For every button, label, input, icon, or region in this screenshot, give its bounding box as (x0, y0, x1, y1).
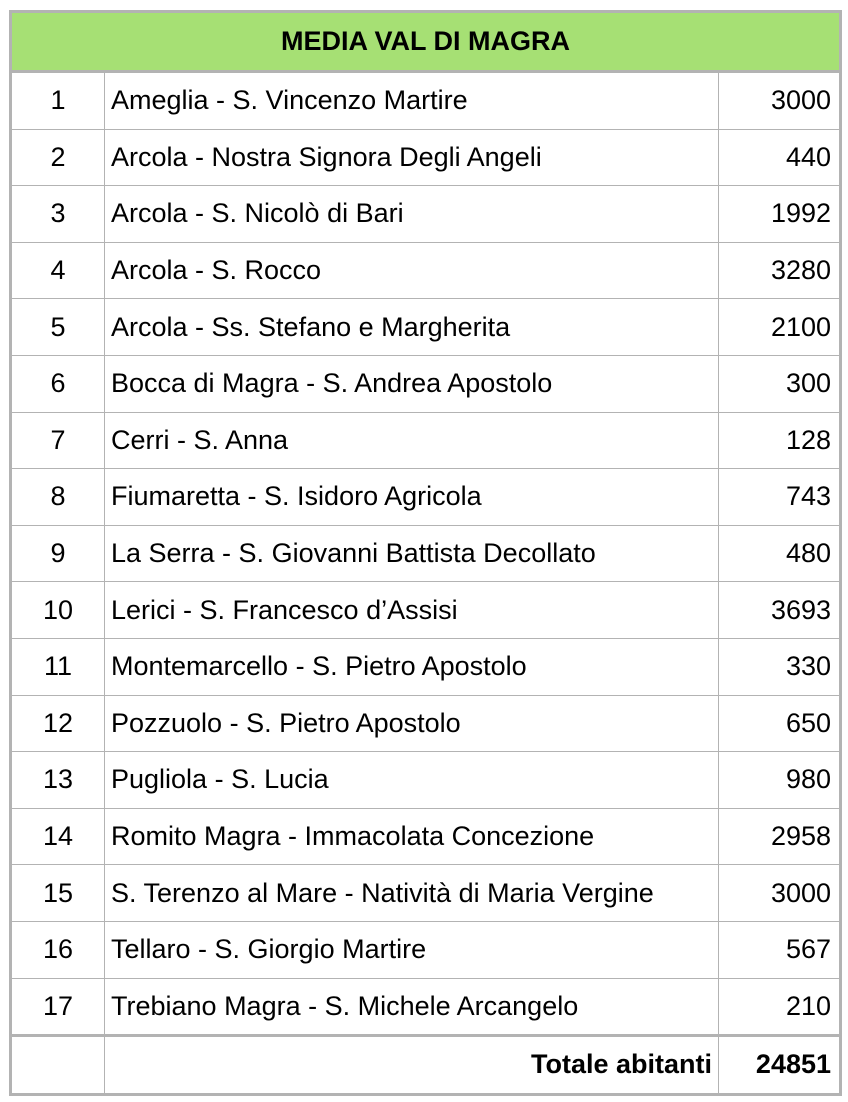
table-row (11, 469, 841, 526)
parish-name: Arcola - S. Rocco (105, 242, 719, 299)
parish-name: Montemarcello - S. Pietro Apostolo (105, 638, 719, 695)
row-number: 17 (11, 978, 105, 1036)
population-value: 1992 (719, 186, 841, 243)
population-value: 330 (719, 638, 841, 695)
row-number: 11 (11, 638, 105, 695)
row-number: 1 (11, 72, 105, 130)
row-number: 14 (11, 808, 105, 865)
table-row (11, 299, 841, 356)
table-row (11, 978, 841, 1036)
population-value: 980 (719, 752, 841, 809)
population-value: 128 (719, 412, 841, 469)
parish-name: Pozzuolo - S. Pietro Apostolo (105, 695, 719, 752)
total-label: Totale abitanti (105, 1036, 719, 1095)
parish-name: Romito Magra - Immacolata Concezione (105, 808, 719, 865)
table-row (11, 695, 841, 752)
row-number: 10 (11, 582, 105, 639)
parish-name: Cerri - S. Anna (105, 412, 719, 469)
population-value: 300 (719, 355, 841, 412)
total-empty-cell (11, 1036, 105, 1095)
population-value: 650 (719, 695, 841, 752)
row-number: 13 (11, 752, 105, 809)
data-table (9, 10, 842, 1096)
population-value: 567 (719, 921, 841, 978)
table-row (11, 808, 841, 865)
row-number: 16 (11, 921, 105, 978)
table-row (11, 921, 841, 978)
table-header-row (11, 12, 841, 72)
population-value: 2958 (719, 808, 841, 865)
parish-name: Ameglia - S. Vincenzo Martire (105, 72, 719, 130)
table-row (11, 129, 841, 186)
total-value: 24851 (719, 1036, 841, 1095)
table-row (11, 752, 841, 809)
row-number: 5 (11, 299, 105, 356)
row-number: 9 (11, 525, 105, 582)
row-number: 2 (11, 129, 105, 186)
population-value: 2100 (719, 299, 841, 356)
parish-name: Lerici - S. Francesco d’Assisi (105, 582, 719, 639)
parish-name: S. Terenzo al Mare - Natività di Maria Vergine (105, 865, 719, 922)
parish-name: Pugliola - S. Lucia (105, 752, 719, 809)
table-row (11, 412, 841, 469)
population-value: 3693 (719, 582, 841, 639)
table-body (11, 12, 841, 1095)
table-row (11, 582, 841, 639)
parish-name: Bocca di Magra - S. Andrea Apostolo (105, 355, 719, 412)
table-row (11, 242, 841, 299)
row-number: 15 (11, 865, 105, 922)
parish-name: Arcola - S. Nicolò di Bari (105, 186, 719, 243)
parish-name: Arcola - Ss. Stefano e Margherita (105, 299, 719, 356)
population-value: 210 (719, 978, 841, 1036)
table-row (11, 865, 841, 922)
population-value: 3000 (719, 72, 841, 130)
population-value: 480 (719, 525, 841, 582)
row-number: 3 (11, 186, 105, 243)
population-value: 3000 (719, 865, 841, 922)
row-number: 6 (11, 355, 105, 412)
parish-name: Trebiano Magra - S. Michele Arcangelo (105, 978, 719, 1036)
row-number: 7 (11, 412, 105, 469)
table-row (11, 72, 841, 130)
table-row (11, 638, 841, 695)
table-title: MEDIA VAL DI MAGRA (11, 12, 841, 72)
parish-name: La Serra - S. Giovanni Battista Decollato (105, 525, 719, 582)
row-number: 12 (11, 695, 105, 752)
table-row (11, 525, 841, 582)
total-row (11, 1036, 841, 1095)
population-value: 3280 (719, 242, 841, 299)
parish-name: Tellaro - S. Giorgio Martire (105, 921, 719, 978)
population-value: 743 (719, 469, 841, 526)
table-row (11, 355, 841, 412)
table-row (11, 186, 841, 243)
row-number: 8 (11, 469, 105, 526)
population-value: 440 (719, 129, 841, 186)
parish-name: Arcola - Nostra Signora Degli Angeli (105, 129, 719, 186)
parish-population-table (9, 10, 839, 1096)
parish-name: Fiumaretta - S. Isidoro Agricola (105, 469, 719, 526)
row-number: 4 (11, 242, 105, 299)
